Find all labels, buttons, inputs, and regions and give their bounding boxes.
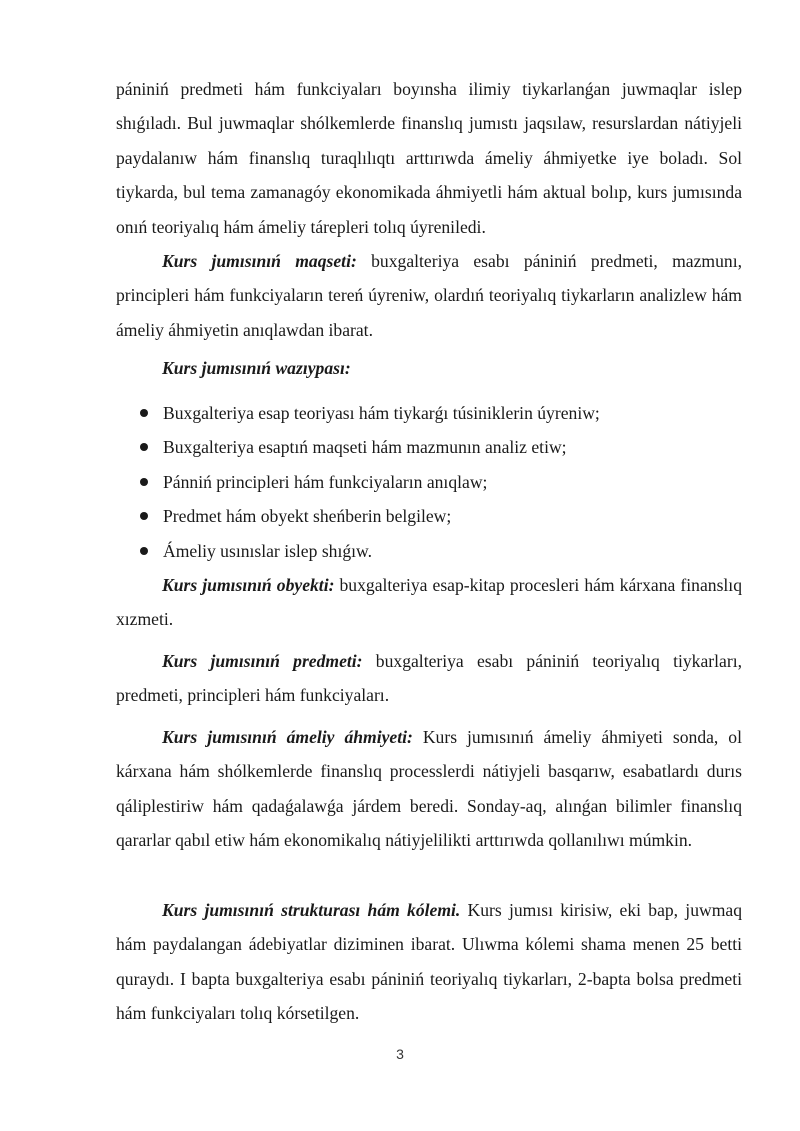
page-number: 3 [396, 1046, 404, 1062]
bullet-icon [140, 443, 148, 451]
subject-text: buxgalteriya esabı pániniń teoriyalıq tiykarları, predmeti, principleri hám funkciyaları. [116, 651, 742, 706]
goal-paragraph [116, 244, 742, 347]
bullet-icon [140, 409, 148, 417]
object-heading: Kurs jumısınıń obyekti: [162, 575, 335, 595]
task-text: Buxgalteriya esaptıń maqseti hám mazmunın analiz etiw; [163, 437, 567, 458]
object-text: buxgalteriya esap-kitap procesleri hám kárxana finanslıq xızmeti. [116, 575, 742, 630]
subject-heading: Kurs jumısınıń predmeti: [162, 651, 363, 671]
list-item [116, 396, 742, 430]
list-item [116, 430, 742, 464]
bullet-icon [140, 478, 148, 486]
tasks-paragraph [116, 351, 742, 385]
tasks-heading: Kurs jumısınıń wazıypası: [162, 358, 351, 378]
list-item [116, 534, 742, 568]
subject-paragraph [116, 644, 742, 713]
goal-heading: Kurs jumısınıń maqseti: [162, 251, 357, 271]
list-item [116, 499, 742, 533]
practical-text: Kurs jumısınıń ámeliy áhmiyeti sonda, ol kárxana hám shólkemlerde finanslıq processlerdi nátiyjeli basqarıw, esabatlardı durıs qáliplestiriw hám qadaǵalawǵa járdem beredi. Sonday-aq, alınǵan bilimler finanslıq qararlar qabıl etiw hám ekonomikalıq nátiyjelilikti arttırıwda qollanılıwı múmkin. [116, 727, 742, 851]
list-item [116, 465, 742, 499]
bullet-icon [140, 512, 148, 520]
practical-paragraph [116, 720, 742, 858]
object-paragraph [116, 568, 742, 637]
bullet-icon [140, 547, 148, 555]
task-text: Ámeliy usınıslar islep shıǵıw. [163, 540, 372, 561]
structure-paragraph [116, 893, 742, 1031]
tasks-list [116, 396, 742, 568]
task-text: Predmet hám obyekt sheńberin belgilew; [163, 506, 452, 527]
structure-heading: Kurs jumısınıń strukturası hám kólemi. [162, 900, 461, 920]
task-text: Buxgalteriya esap teoriyası hám tiykarǵı túsiniklerin úyreniw; [163, 403, 600, 423]
structure-text: Kurs jumısı kirisiw, eki bap, juwmaq hám paydalangan ádebiyatlar diziminen ibarat. Ulıwma kólemi shama menen 25 betti quraydı. I bapta buxgalteriya esabı pániniń teoriyalıq tiykarları, 2-bapta bolsa predmeti hám funkciyaları tolıq kórsetilgen. [116, 900, 742, 1024]
goal-text: buxgalteriya esabı pániniń predmeti, mazmunı, principleri hám funkciyaların tereń úyreniw, olardıń teoriyalıq tiykarların analizlew hám ámeliy áhmiyetin anıqlawdan ibarat. [116, 251, 742, 340]
task-text: Pánniń principleri hám funkciyaların anıqlaw; [163, 471, 488, 492]
intro-paragraph [116, 72, 742, 244]
intro-text: pániniń predmeti hám funkciyaları boyınsha ilimiy tiykarlanǵan juwmaqlar islep shıǵıladı. Bul juwmaqlar shólkemlerde finanslıq jumıstı jaqsılaw, resurslardan nátiyjeli paydalanıw hám finanslıq turaqlılıqtı arttırıwda ámeliy áhmiyetke iye boladı. Sol tiykarda, bul tema zamanagóy ekonomikada áhmiyetli hám aktual bolıp, kurs jumısında onıń teoriyalıq hám ámeliy tárepleri tolıq úyreniledi. [116, 79, 742, 237]
practical-heading: Kurs jumısınıń ámeliy áhmiyeti: [162, 727, 413, 747]
